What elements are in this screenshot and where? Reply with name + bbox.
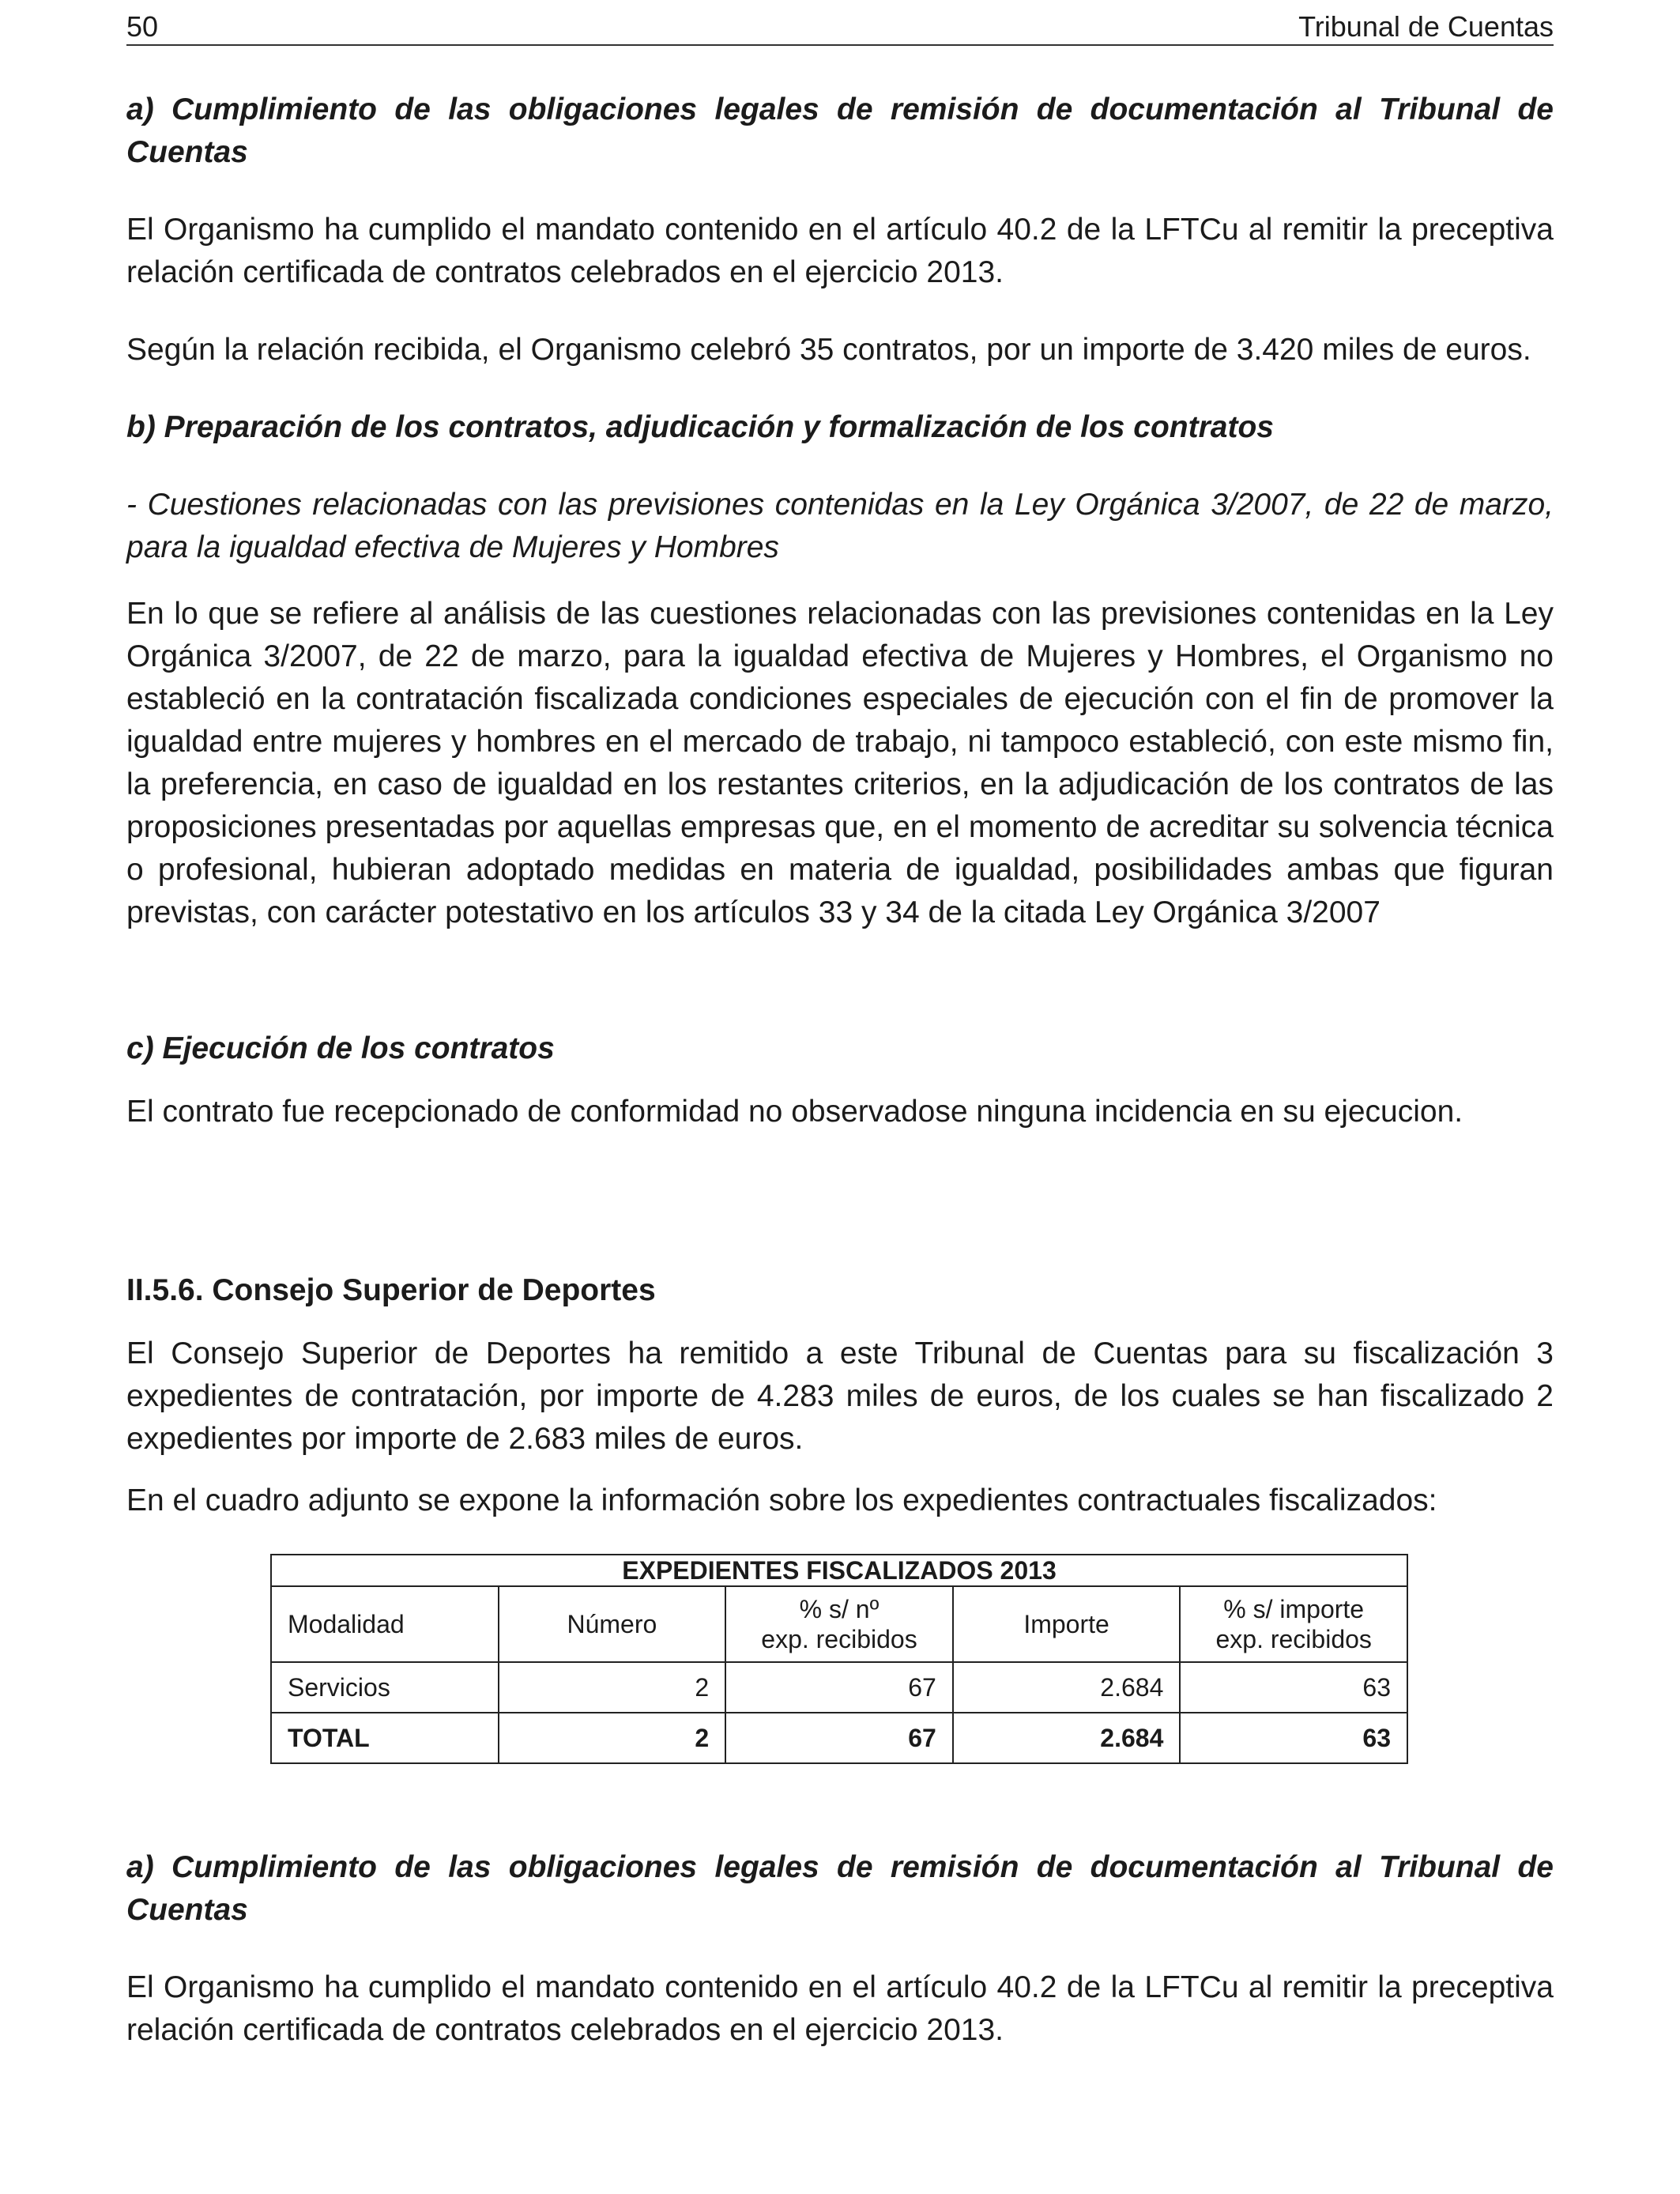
table-cell: Servicios	[271, 1662, 499, 1713]
section-b-heading: b) Preparación de los contratos, adjudicación y formalización de los contratos	[126, 410, 1274, 444]
table-title-row	[271, 1555, 1407, 1586]
page-header	[126, 9, 1554, 46]
column-header-line: % s/ importe	[1223, 1595, 1365, 1623]
expedientes-table	[270, 1554, 1408, 1764]
paragraph: Según la relación recibida, el Organismo celebró 35 contratos, por un importe de 3.420 miles de euros.	[126, 333, 1531, 367]
column-header	[1180, 1586, 1407, 1662]
table-row	[271, 1662, 1407, 1713]
table-cell: 2.684	[953, 1662, 1181, 1713]
column-header-line: % s/ nº	[799, 1595, 880, 1623]
paragraph: En el cuadro adjunto se expone la información sobre los expedientes contractuales fiscalizados:	[126, 1483, 1437, 1517]
table-cell: 2	[499, 1662, 726, 1713]
table-total-row	[271, 1713, 1407, 1763]
paragraph: El Consejo Superior de Deportes ha remitido a este Tribunal de Cuentas para su fiscalización 3 expedientes de contratación, por importe de 4.283 miles de euros, de los cuales se han fiscalizado 2 expedientes por importe de 2.683 miles de euros.	[126, 1336, 1554, 1456]
section-a-heading: a) Cumplimiento de las obligaciones legales de remisión de documentación al Tribunal de Cuentas	[126, 1850, 1554, 1927]
table-header-row	[271, 1586, 1407, 1662]
section-c-heading: c) Ejecución de los contratos	[126, 1031, 555, 1065]
column-header: Modalidad	[271, 1586, 499, 1662]
paragraph: El Organismo ha cumplido el mandato contenido en el artículo 40.2 de la LFTCu al remitir la preceptiva relación certificada de contratos celebrados en el ejercicio 2013.	[126, 1970, 1554, 2047]
table-cell: 63	[1180, 1662, 1407, 1713]
column-header	[725, 1586, 953, 1662]
page-number: 50	[126, 10, 159, 43]
table-cell: 2.684	[953, 1713, 1181, 1763]
table-title: EXPEDIENTES FISCALIZADOS 2013	[271, 1555, 1407, 1586]
paragraph: El Organismo ha cumplido el mandato contenido en el artículo 40.2 de la LFTCu al remitir la preceptiva relación certificada de contratos celebrados en el ejercicio 2013.	[126, 213, 1554, 289]
paragraph: En lo que se refiere al análisis de las cuestiones relacionadas con las previsiones contenidas en la Ley Orgánica 3/2007, de 22 de marzo, para la igualdad efectiva de Mujeres y Hombres, el Organismo no estableció en la contratación fiscalizada condiciones especiales de ejecución con el fin de promover la igualdad entre mujeres y hombres en el mercado de trabajo, ni tampoco estableció, con este mismo fin, la preferencia, en caso de igualdad en los restantes criterios, en la adjudicación de los contratos de las proposiciones presentadas por aquellas empresas que, en el momento de acreditar su solvencia técnica o profesional, hubieran adoptado medidas en materia de igualdad, posibilidades ambas que figuran previstas, con carácter potestativo en los artículos 33 y 34 de la citada Ley Orgánica 3/2007	[126, 597, 1554, 929]
table-cell: TOTAL	[271, 1713, 499, 1763]
table-cell: 67	[725, 1662, 953, 1713]
column-header-line: exp. recibidos	[761, 1625, 917, 1653]
section-csd-heading: II.5.6. Consejo Superior de Deportes	[126, 1273, 656, 1307]
header-title: Tribunal de Cuentas	[1298, 10, 1554, 43]
table-cell: 2	[499, 1713, 726, 1763]
column-header: Importe	[953, 1586, 1181, 1662]
column-header-line: exp. recibidos	[1215, 1625, 1372, 1653]
table-cell: 67	[725, 1713, 953, 1763]
paragraph: El contrato fue recepcionado de conformidad no observadose ninguna incidencia en su ejecucion.	[126, 1095, 1463, 1129]
column-header: Número	[499, 1586, 726, 1662]
section-b-subheading: - Cuestiones relacionadas con las previsiones contenidas en la Ley Orgánica 3/2007, de 22 de marzo, para la igualdad efectiva de Mujeres y Hombres	[126, 488, 1554, 564]
table-cell: 63	[1180, 1713, 1407, 1763]
section-a-heading: a) Cumplimiento de las obligaciones legales de remisión de documentación al Tribunal de Cuentas	[126, 92, 1554, 169]
page-content	[126, 89, 1554, 2052]
